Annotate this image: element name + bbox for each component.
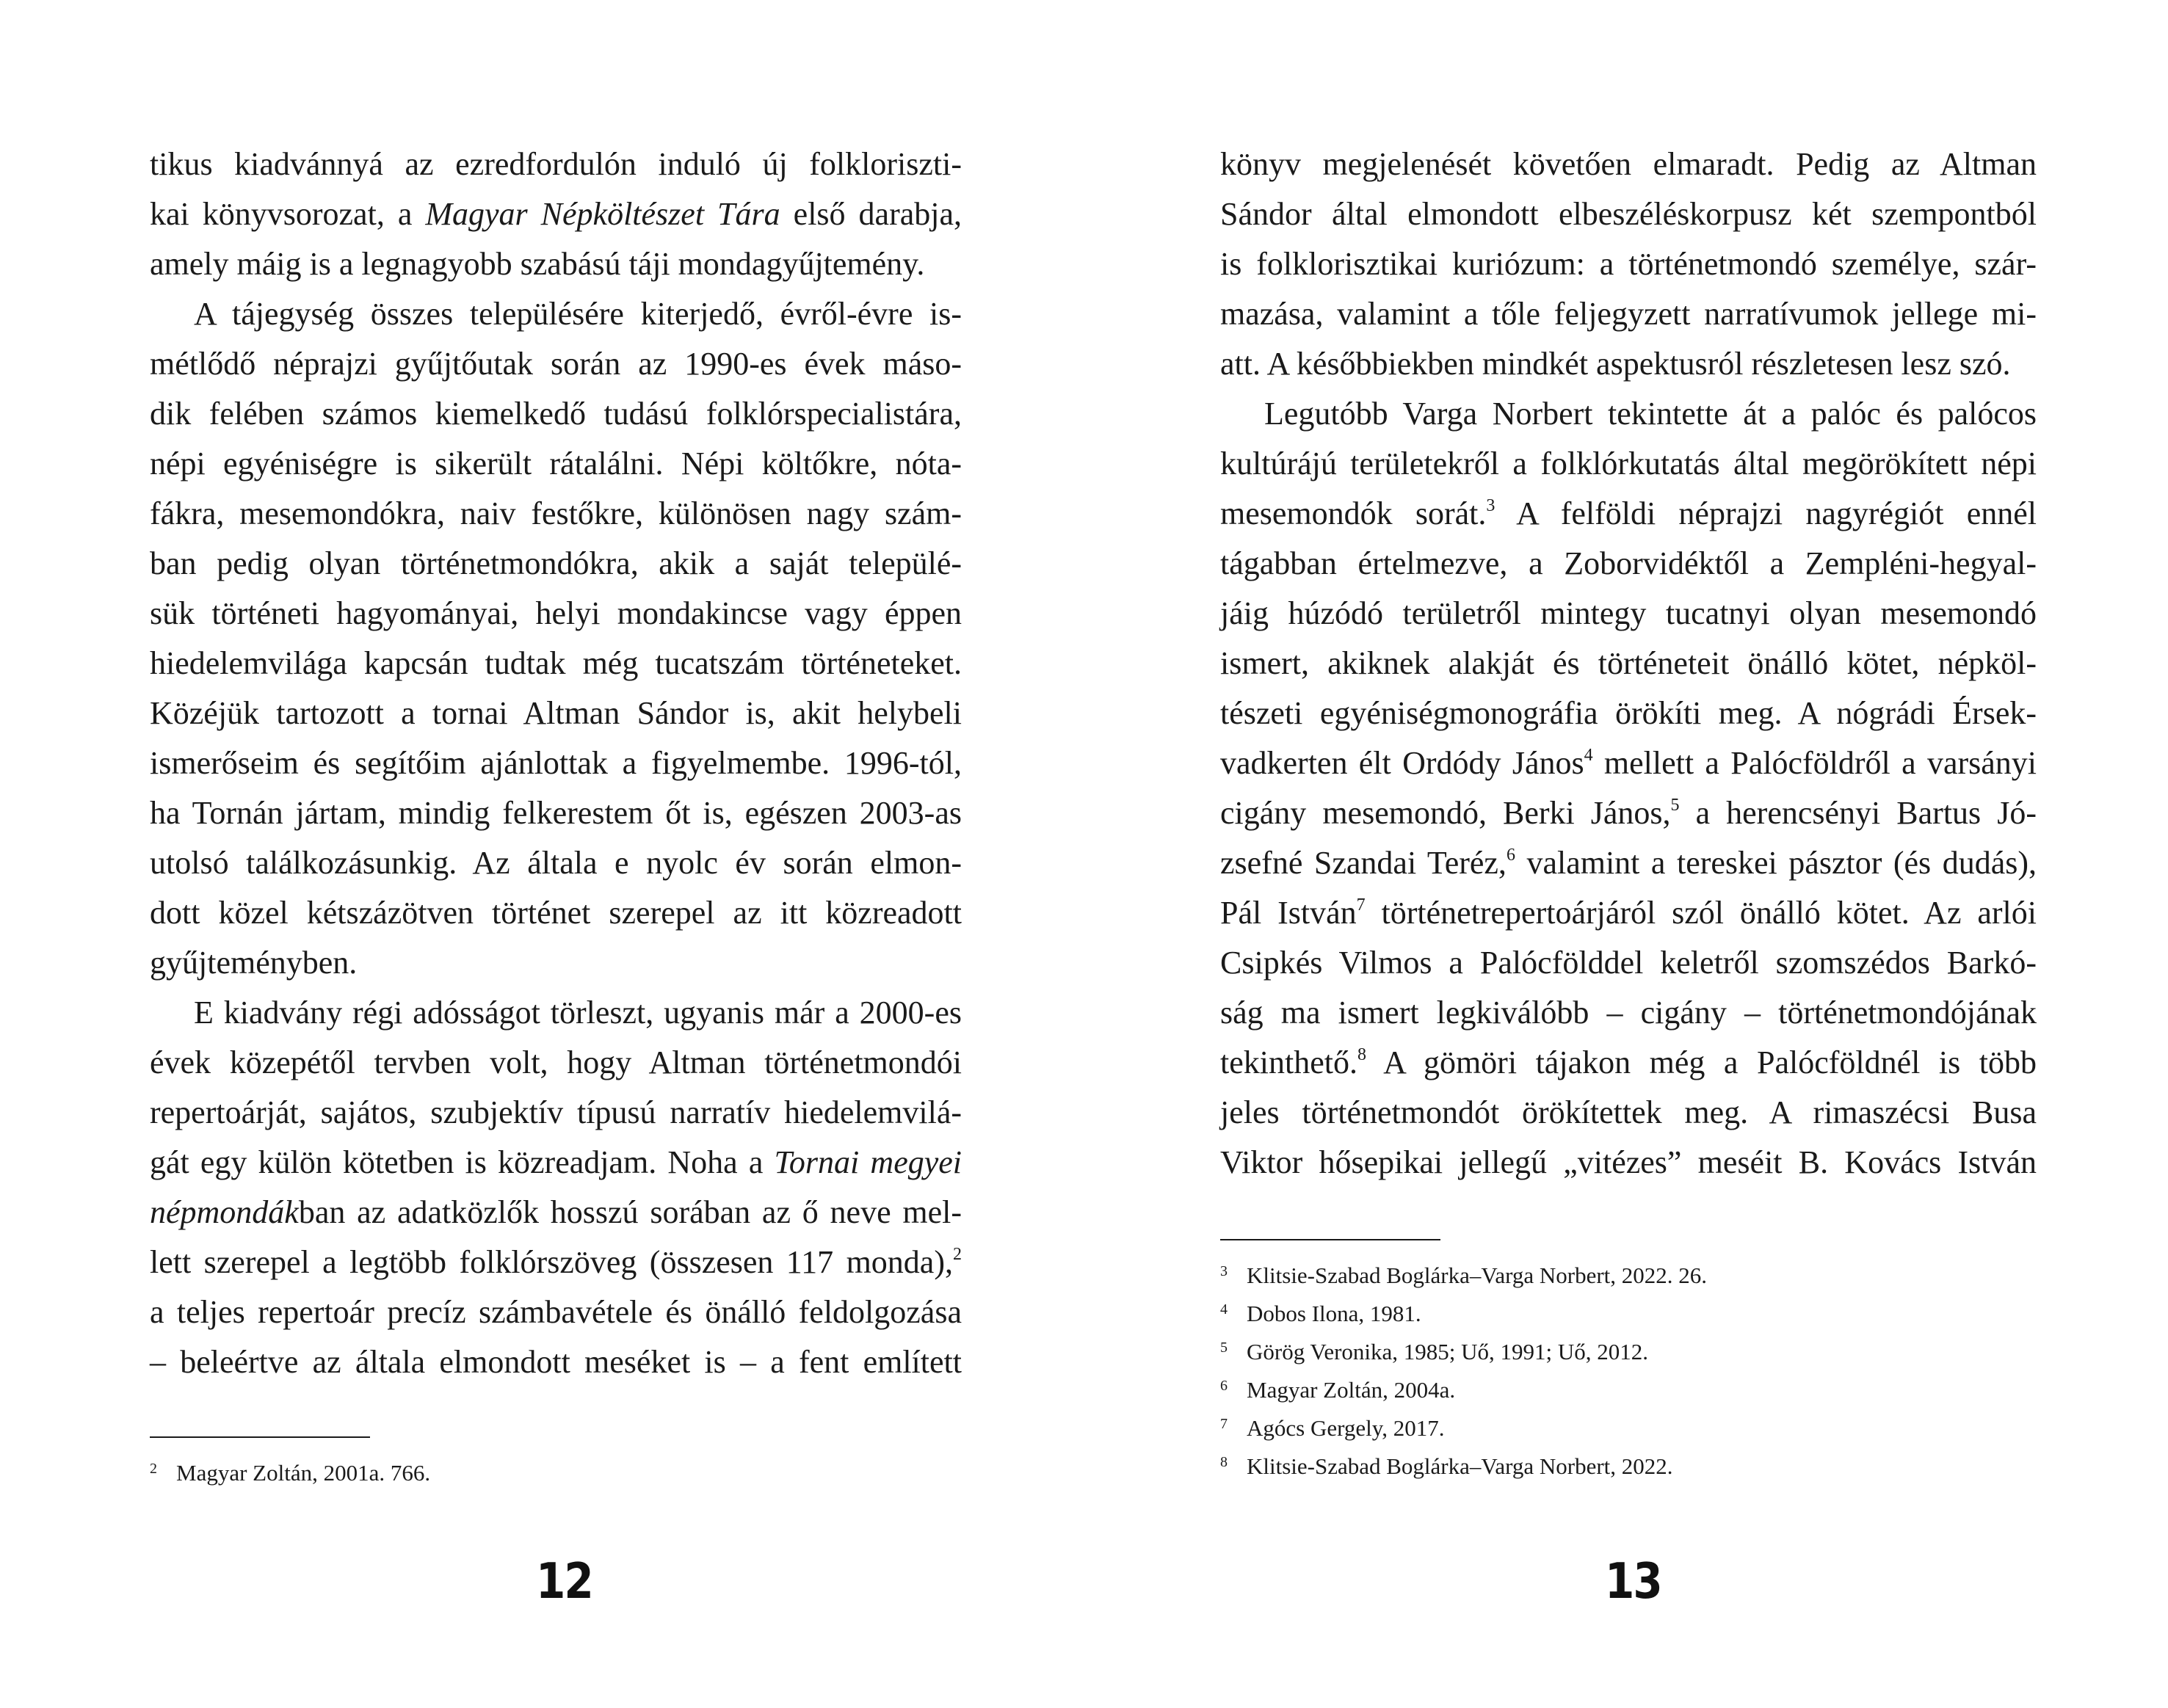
text-line: fákra, mesemondókra, naiv festőkre, különösen nagy szám- <box>150 495 962 531</box>
text-line: utolsó találkozásunkig. Az általa e nyolc év során elmon- <box>150 845 962 881</box>
text-line: tekinthető.$^8$ A gömöri tájakon még a Palócföldnél is több <box>1220 1044 2037 1080</box>
footnote <box>1220 1405 1707 1443</box>
text-line: Csipkés Vilmos a Palócfölddel keletről szomszédos Barkó- <box>1220 945 2037 981</box>
page-number: 12 <box>536 1552 592 1610</box>
footnote <box>1220 1329 1707 1367</box>
footnote <box>1220 1252 1707 1290</box>
footnote-text: Dobos Ilona, 1981. <box>1247 1301 1421 1326</box>
text-line: amely máig is a legnagyobb szabású táji mondagyűjtemény. <box>150 246 925 282</box>
text-line: ismerőseim és segítőim ajánlottak a figyelmembe. 1996-tól, <box>150 745 962 781</box>
footnote <box>150 1450 430 1488</box>
text-line: kultúrájú területekről a folklórkutatás által megörökített népi <box>1220 446 2037 481</box>
footnotes <box>150 1450 430 1488</box>
footnote <box>1220 1367 1707 1405</box>
text-line: népmondákban az adatközlők hosszú sorában az ő neve mel- <box>150 1194 962 1230</box>
text-line: Legutóbb Varga Norbert tekintette át a palóc és palócos <box>1264 396 2037 432</box>
text-line: repertoárját, sajátos, szubjektív típusú narratív hiedelemvilá- <box>150 1094 962 1130</box>
footnote-number: 4 <box>1220 1301 1228 1318</box>
text-line: dik felében számos kiemelkedő tudású folklórspecialistára, <box>150 396 962 432</box>
text-line: évek közepétől tervben volt, hogy Altman történetmondói <box>150 1044 962 1080</box>
text-line: népi egyéniségre is sikerült rátalálni. Népi költőkre, nóta- <box>150 446 962 481</box>
text-line: mazása, valamint a tőle feljegyzett narratívumok jellege mi- <box>1220 296 2037 332</box>
text-line: Közéjük tartozott a tornai Altman Sándor is, akit helybeli <box>150 695 962 731</box>
footnote-number: 8 <box>1220 1454 1228 1470</box>
footnote-number: 6 <box>1220 1378 1228 1394</box>
footnote-text: Magyar Zoltán, 2004a. <box>1247 1377 1456 1403</box>
text-line: tikus kiadvánnyá az ezredfordulón induló új folkloriszti- <box>150 146 962 182</box>
text-line: jáig húzódó területről mintegy tucatnyi olyan mesemondó <box>1220 595 2037 631</box>
text-line: A tájegység összes településére kiterjedő, évről-évre is- <box>194 296 962 332</box>
text-line: lett szerepel a legtöbb folklórszöveg (összesen 117 monda),$^2$ <box>150 1244 962 1280</box>
text-line: zsefné Szandai Teréz,$^6$ valamint a tereskei pásztor (és dudás), <box>1220 845 2037 881</box>
footnote-text: Klitsie-Szabad Boglárka–Varga Norbert, 2022. <box>1247 1453 1673 1479</box>
text-line: sük történeti hagyományai, helyi mondakincse vagy éppen <box>150 595 962 631</box>
text-line: mesemondók sorát.$^3$ A felföldi néprajzi nagyrégiót ennél <box>1220 495 2037 531</box>
footnote <box>1220 1443 1707 1481</box>
body-text <box>1220 139 2037 1188</box>
text-line: vadkerten élt Ordódy János$^4$ mellett a Palócföldről a varsányi <box>1220 745 2037 781</box>
text-line: jeles történetmondót örökítettek meg. A rimaszécsi Busa <box>1220 1094 2037 1130</box>
text-line: – beleértve az általa elmondott meséket is – a fent említett <box>150 1344 962 1380</box>
text-line: ban pedig olyan történetmondókra, akik a saját települé- <box>150 545 962 581</box>
footnote-text: Görög Veronika, 1985; Uő, 1991; Uő, 2012. <box>1247 1339 1649 1364</box>
footnote-text: Agócs Gergely, 2017. <box>1247 1415 1445 1441</box>
text-line: Pál István$^7$ történetrepertoárjáról szól önálló kötet. Az arlói <box>1220 895 2037 931</box>
text-line: a teljes repertoár precíz számbavétele és önálló feldolgozása <box>150 1294 962 1330</box>
footnote-number: 2 <box>150 1461 157 1477</box>
text-line: ismert, akiknek alakját és történeteit önálló kötet, népköl- <box>1220 645 2037 681</box>
footnote-text: Magyar Zoltán, 2001a. 766. <box>176 1460 431 1486</box>
text-line: tágabban értelmezve, a Zoborvidéktől a Zempléni-hegyal- <box>1220 545 2037 581</box>
text-line: Viktor hősepikai jellegű „vitézes” meséit B. Kovács István <box>1220 1144 2037 1180</box>
footnote-text: Klitsie-Szabad Boglárka–Varga Norbert, 2022. 26. <box>1247 1262 1708 1288</box>
text-line: att. A későbbiekben mindkét aspektusról részletesen lesz szó. <box>1220 346 2011 382</box>
text-line: ság ma ismert legkiválóbb – cigány – történetmondójának <box>1220 995 2037 1031</box>
text-line: könyv megjelenését követően elmaradt. Pedig az Altman <box>1220 146 2037 182</box>
text-line: dott közel kétszázötven történet szerepel az itt közreadott <box>150 895 962 931</box>
text-line: gát egy külön kötetben is közreadjam. Noha a Tornai megyei <box>150 1144 962 1180</box>
page-number: 13 <box>1605 1552 1661 1610</box>
text-line: ha Tornán jártam, mindig felkerestem őt is, egészen 2003-as <box>150 795 962 831</box>
footnote-number: 5 <box>1220 1340 1228 1356</box>
text-line: Sándor által elmondott elbeszéléskorpusz két szempontból <box>1220 196 2037 232</box>
footnote-number: 3 <box>1220 1263 1228 1279</box>
text-line: E kiadvány régi adósságot törleszt, ugyanis már a 2000-es <box>194 995 962 1031</box>
text-line: kai könyvsorozat, a Magyar Népköltészet Tára első darabja, <box>150 196 962 232</box>
footnote-number: 7 <box>1220 1416 1228 1432</box>
text-line: is folklorisztikai kuriózum: a történetmondó személye, szár- <box>1220 246 2037 282</box>
footnote <box>1220 1290 1707 1329</box>
text-line: cigány mesemondó, Berki János,$^5$ a herencsényi Bartus Jó- <box>1220 795 2037 831</box>
footnotes <box>1220 1252 1707 1481</box>
right-page <box>1084 0 2168 1708</box>
footnote-separator <box>1220 1239 1440 1240</box>
text-line: gyűjteményben. <box>150 945 358 981</box>
text-line: tészeti egyéniségmonográfia örökíti meg. A nógrádi Érsek- <box>1220 695 2037 731</box>
text-line: hiedelemvilága kapcsán tudtak még tucatszám történeteket. <box>150 645 962 681</box>
body-text <box>150 139 962 1387</box>
footnote-separator <box>150 1436 370 1438</box>
text-line: métlődő néprajzi gyűjtőutak során az 1990-es évek máso- <box>150 346 962 382</box>
